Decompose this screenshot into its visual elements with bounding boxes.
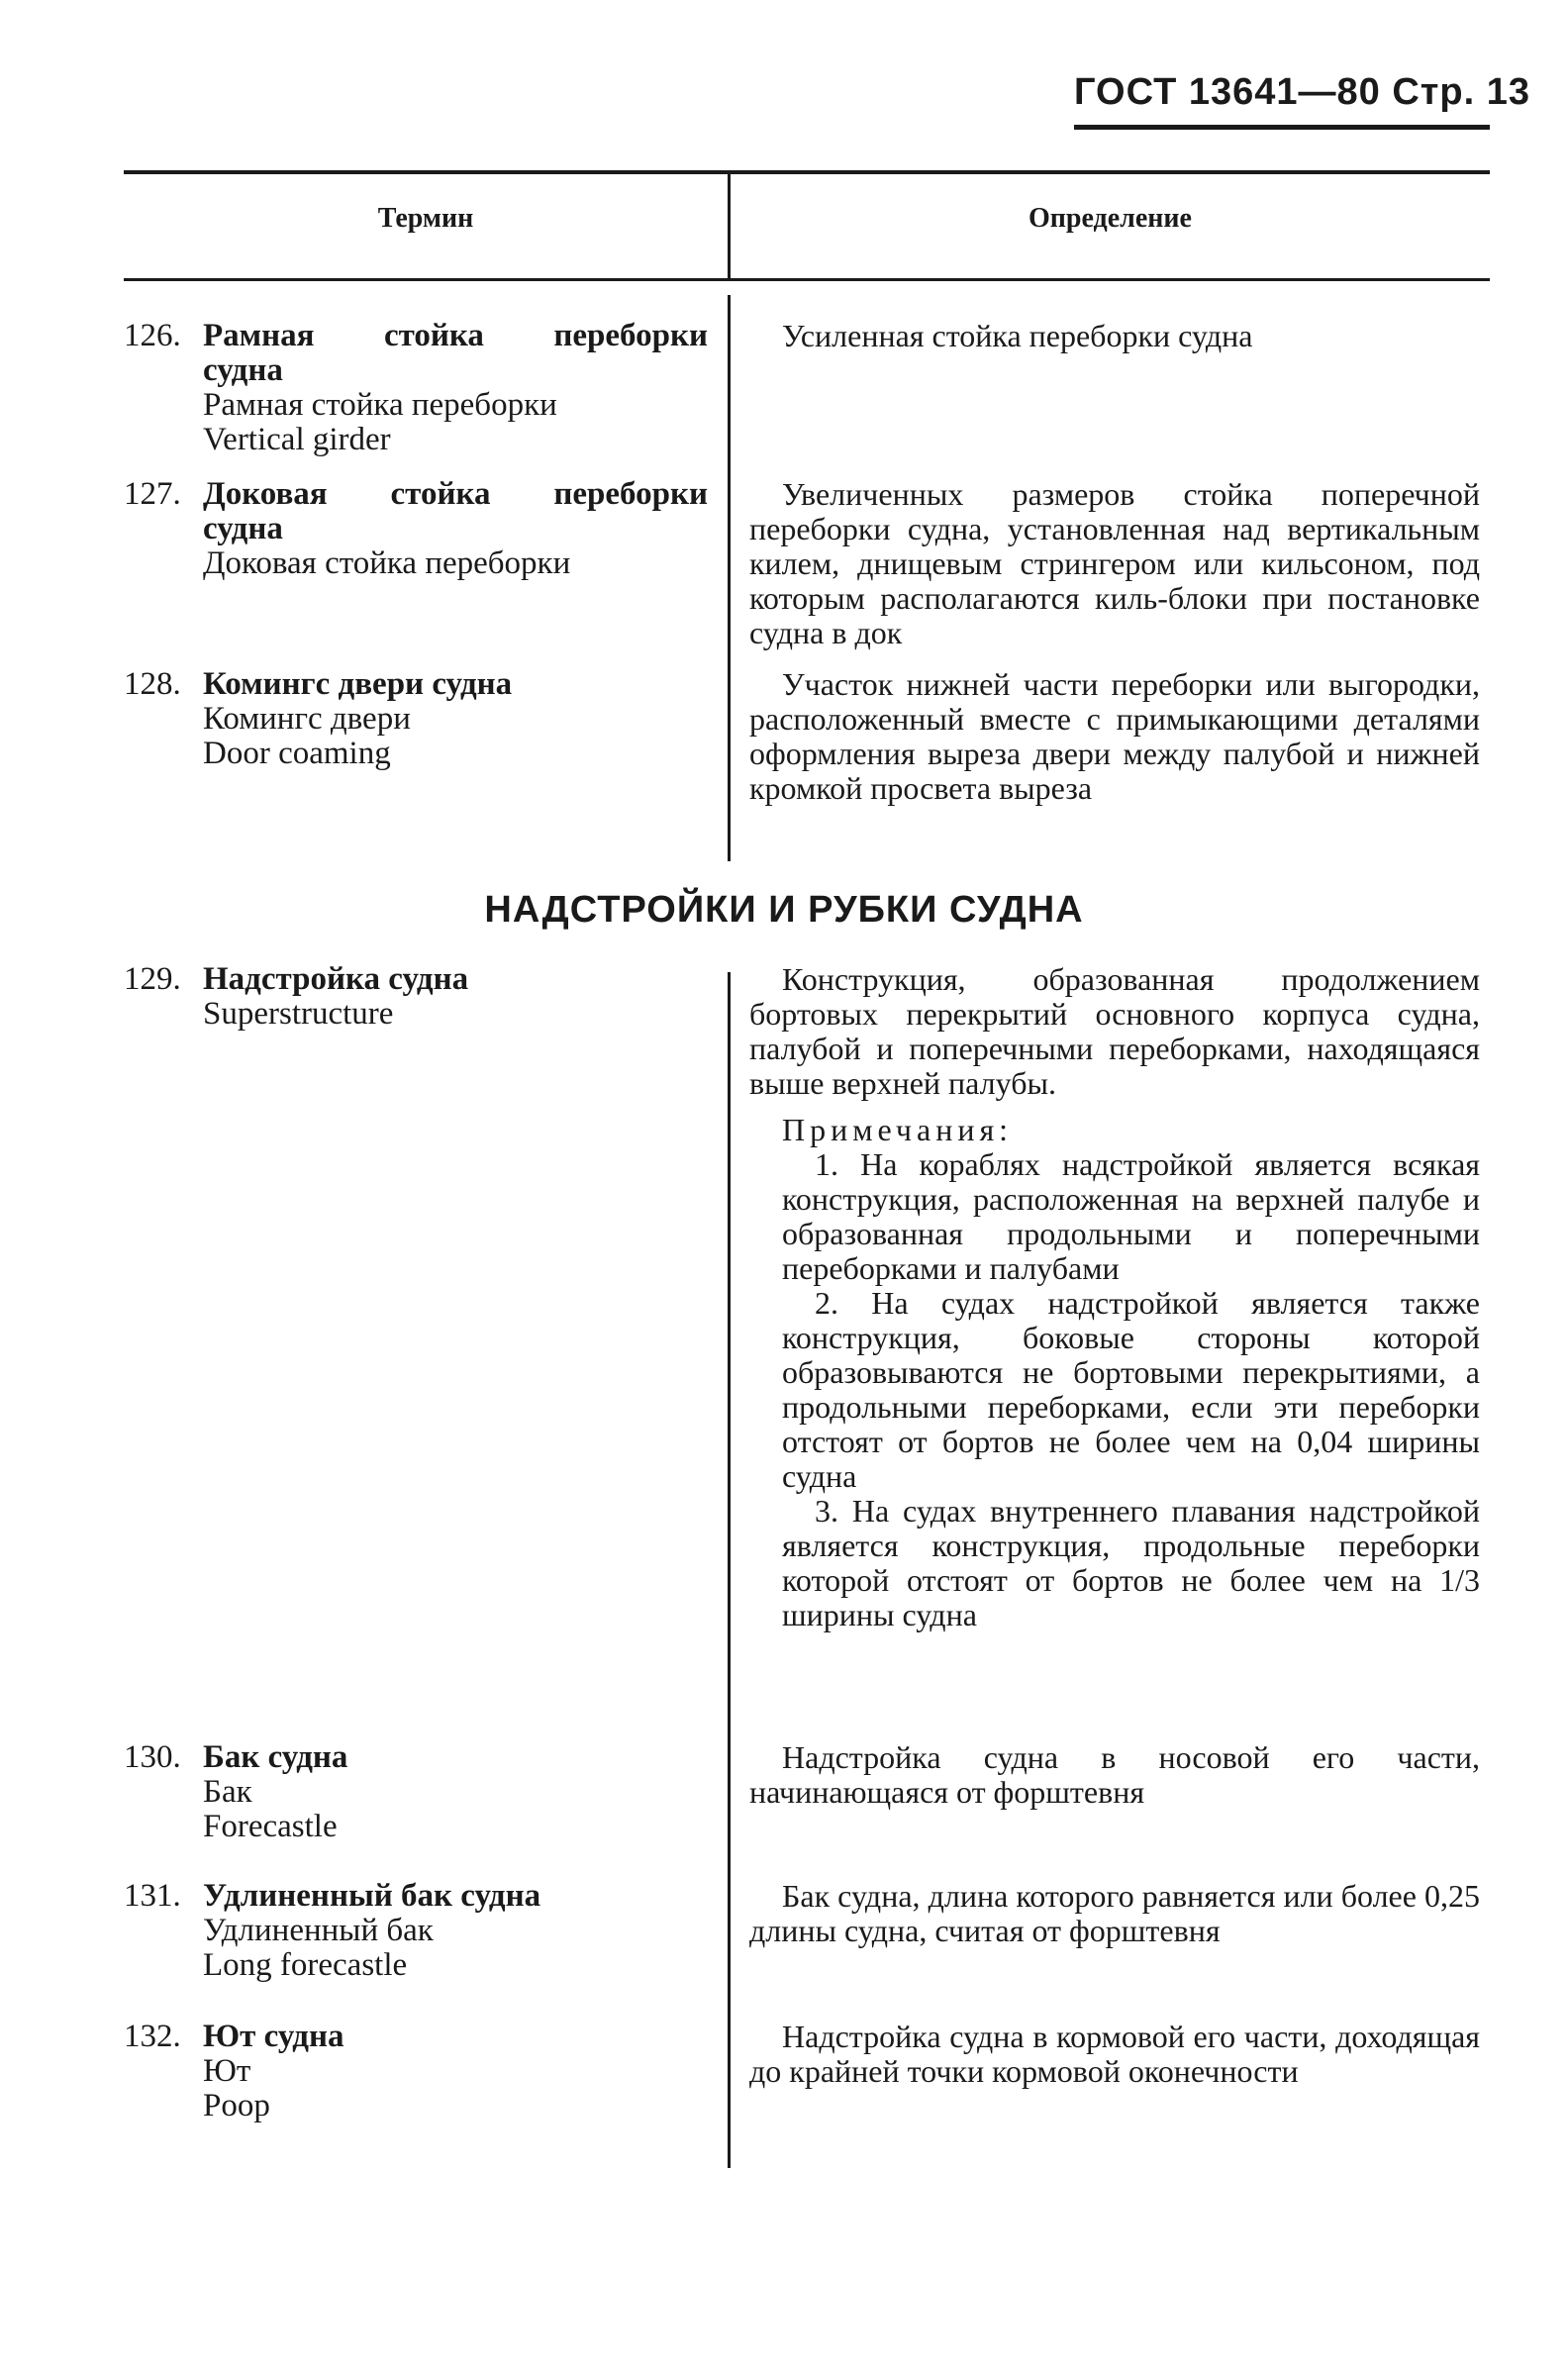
- term-english: Door coaming: [203, 736, 391, 771]
- term-title: Надстройка судна: [203, 961, 469, 997]
- running-head-rule: [1074, 125, 1490, 130]
- running-head: ГОСТ 13641—80 Стр. 13: [1074, 71, 1531, 113]
- entry-number: 131.: [124, 1878, 181, 1914]
- column-header-definition: Определение: [1029, 203, 1192, 234]
- column-divider-upper: [728, 295, 731, 861]
- section-title: НАДСТРОЙКИ И РУБКИ СУДНА: [484, 889, 1084, 931]
- definition-text: Увеличенных размеров стойка поперечной переборки судна, установленная над вертикальным килем, днищевым стрингером или кильсоном, под которым располагаются киль-блоки при постановке судна в док: [749, 476, 1480, 650]
- notes-heading: Примечания:: [782, 1112, 1014, 1147]
- term-title-continuation: судна: [203, 511, 283, 546]
- term-english: Poop: [203, 2088, 270, 2123]
- entry-number: 129.: [124, 961, 181, 997]
- term-title: Удлиненный бак судна: [203, 1878, 541, 1914]
- term-title: Доковая стойка переборки: [203, 476, 708, 512]
- definition-128: [749, 667, 1480, 806]
- entry-number: 130.: [124, 1739, 181, 1775]
- entry-number: 127.: [124, 476, 181, 512]
- note-item: 2. На судах надстройкой является также конструкция, боковые стороны которой образовываются не бортовыми перекрытиями, а продольными переборками, если эти переборки отстоят от бортов не более чем на 0,04 ширины судна: [782, 1285, 1480, 1494]
- definition-text: Участок нижней части переборки или выгородки, расположенный вместе с примыкающими деталями оформления выреза двери между палубой и нижней кромкой просвета выреза: [749, 666, 1480, 806]
- term-title: Комингс двери судна: [203, 666, 513, 702]
- note-item: 1. На кораблях надстройкой является всякая конструкция, расположенная на верхней палубе и образованная продольными и поперечными переборками и палубами: [782, 1146, 1480, 1286]
- term-entry-131: [124, 1879, 708, 1983]
- definition-127: [749, 477, 1480, 650]
- definition-text: Надстройка судна в носовой его части, начинающаяся от форштевня: [749, 1739, 1480, 1810]
- term-entry-132: [124, 2020, 708, 2123]
- entry-number: 126.: [124, 318, 181, 353]
- term-english: Forecastle: [203, 1809, 338, 1844]
- definition-130: [749, 1740, 1480, 1810]
- definition-131: [749, 1879, 1480, 1948]
- term-english: Long forecastle: [203, 1947, 408, 1983]
- term-title: Ют судна: [203, 2019, 344, 2054]
- term-english: Vertical girder: [203, 422, 391, 457]
- term-title: Рамная стойка переборки: [203, 318, 708, 353]
- term-entry-128: [124, 667, 708, 771]
- term-short-form: Удлиненный бак: [203, 1913, 434, 1948]
- term-entry-127: [124, 477, 708, 581]
- term-entry-126: [124, 319, 708, 457]
- entry-number: 132.: [124, 2019, 181, 2054]
- definition-text: Надстройка судна в кормовой его части, доходящая до крайней точки кормовой оконечности: [749, 2019, 1480, 2089]
- definition-text: Бак судна, длина которого равняется или более 0,25 длины судна, считая от форштевня: [749, 1878, 1480, 1948]
- term-title-continuation: судна: [203, 352, 283, 388]
- definition-text: Усиленная стойка переборки судна: [782, 318, 1253, 353]
- definition-132: [749, 2020, 1480, 2089]
- term-short-form: Бак: [203, 1774, 252, 1810]
- term-short-form: Комингс двери: [203, 701, 411, 737]
- table-top-rule: [124, 170, 1490, 174]
- definition-text: Конструкция, образованная продолжением бортовых перекрытий основного корпуса судна, палубой и поперечными переборками, находящаяся выше верхней палубы.: [749, 961, 1480, 1101]
- definition-129: [749, 962, 1480, 1632]
- note-item: 3. На судах внутреннего плавания надстройкой является конструкция, продольные переборки которой отстоят от бортов не более чем на 1/3 ширины судна: [782, 1493, 1480, 1632]
- column-header-term: Термин: [377, 203, 474, 234]
- term-entry-129: [124, 962, 708, 1032]
- column-divider-lower: [728, 972, 731, 2168]
- table-header-rule: [124, 278, 1490, 281]
- term-short-form: Ют: [203, 2053, 251, 2089]
- term-title: Бак судна: [203, 1739, 348, 1775]
- term-short-form: Рамная стойка переборки: [203, 387, 557, 423]
- term-short-form: Доковая стойка переборки: [203, 545, 571, 581]
- definition-126: [749, 319, 1480, 353]
- term-entry-130: [124, 1740, 708, 1844]
- entry-number: 128.: [124, 666, 181, 702]
- term-english: Superstructure: [203, 996, 394, 1032]
